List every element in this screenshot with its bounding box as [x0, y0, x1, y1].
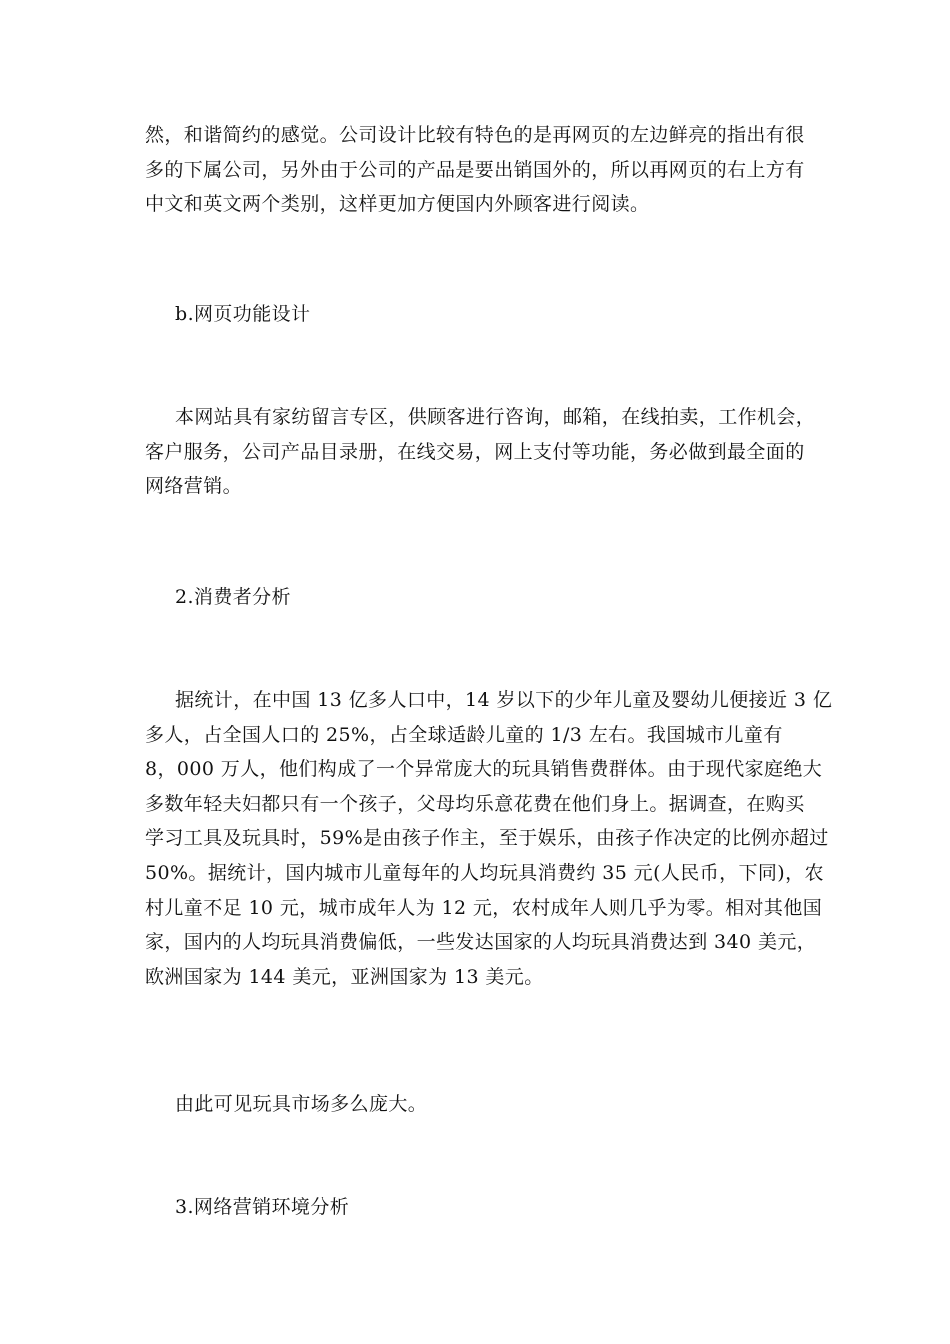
text-line: 多人，占全国人口的 25%，占全球适龄儿童的 1/3 左右。我国城市儿童有 — [145, 723, 783, 746]
text-line: 然，和谐简约的感觉。公司设计比较有特色的是再网页的左边鲜亮的指出有很 — [145, 124, 805, 146]
text-line: 网络营销。 — [145, 475, 243, 498]
text-line: 8，000 万人，他们构成了一个异常庞大的玩具销售费群体。由于现代家庭绝大 — [145, 758, 823, 781]
heading-text: 2.消费者分析 — [175, 586, 291, 608]
paragraph-conclusion — [145, 1087, 810, 1122]
text-line: 村儿童不足 10 元，城市成年人为 12 元，农村成年人则几乎为零。相对其他国 — [145, 896, 823, 919]
section-heading-b — [145, 297, 810, 332]
text-line: 由此可见玩具市场多么庞大。 — [175, 1093, 428, 1115]
section-heading-2 — [145, 580, 810, 615]
text-line: 学习工具及玩具时，59%是由孩子作主，至于娱乐，由孩子作决定的比例亦超过 — [145, 827, 829, 850]
text-line: 欧洲国家为 144 美元，亚洲国家为 13 美元。 — [145, 965, 544, 988]
text-line: 家，国内的人均玩具消费偏低，一些发达国家的人均玩具消费达到 340 美元， — [145, 931, 817, 954]
text-line: 本网站具有家纺留言专区，供顾客进行咨询，邮箱，在线拍卖，工作机会， — [175, 406, 816, 428]
text-line: 中文和英文两个类别，这样更加方便国内外顾客进行阅读。 — [145, 193, 650, 216]
section-heading-3 — [145, 1190, 810, 1225]
paragraph-intro-continuation — [145, 118, 810, 222]
paragraph-features — [145, 400, 816, 504]
heading-text: 3.网络营销环境分析 — [175, 1196, 350, 1218]
heading-text: b.网页功能设计 — [175, 303, 311, 325]
text-line: 多的下属公司，另外由于公司的产品是要出销国外的，所以再网页的右上方有 — [145, 158, 805, 181]
text-line: 50%。据统计，国内城市儿童每年的人均玩具消费约 35 元(人民币，下同)，农 — [145, 861, 824, 884]
text-line: 多数年轻夫妇都只有一个孩子，父母均乐意花费在他们身上。据调查，在购买 — [145, 792, 805, 815]
paragraph-statistics — [145, 683, 833, 994]
text-line: 客户服务，公司产品目录册，在线交易，网上支付等功能，务必做到最全面的 — [145, 440, 805, 463]
text-line: 据统计，在中国 13 亿多人口中，14 岁以下的少年儿童及婴幼儿便接近 3 亿 — [175, 689, 833, 711]
